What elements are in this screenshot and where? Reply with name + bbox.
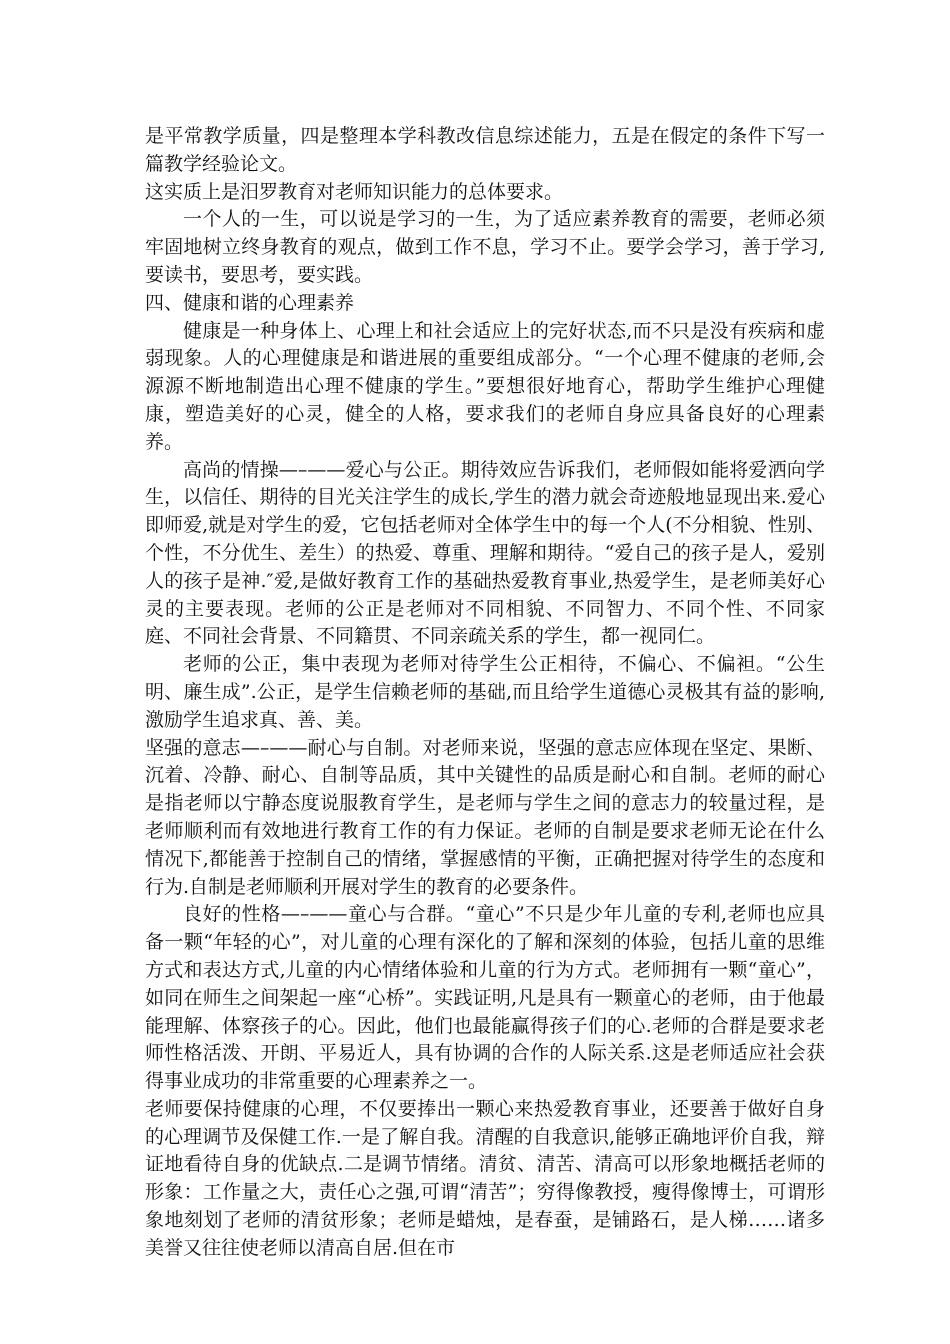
document-body xyxy=(145,123,825,1263)
paragraph-5: 健康是一种身体上、心理上和社会适应上的完好状态,而不只是没有疾病和虚弱现象。人的心理健康是和谐进展的重要组成部分。“一个心理不健康的老师,会源源不断地制造出心理不健康的学生。”要想很好地育心，帮助学生维护心理健康，塑造美好的心灵，健全的人格，要求我们的老师自身应具备良好的心理素养。 xyxy=(145,319,825,453)
section-heading: 四、健康和谐的心理素养 xyxy=(145,291,355,314)
paragraph-7: 老师的公正，集中表现为老师对待学生公正相待，不偏心、不偏袒。“公生明、廉生成”.公正，是学生信赖老师的基础,而且给学生道德心灵极其有益的影响,激励学生追求真、善、美。 xyxy=(145,653,825,731)
paragraph-10: 老师要保持健康的心理，不仅要捧出一颗心来热爱教育事业，还要善于做好自身的心理调节及保健工作.一是了解自我。清醒的自我意识,能够正确地评价自我，辩证地看待自身的优缺点.二是调节情绪。清贫、清苦、清高可以形象地概括老师的形象：工作量之大，责任心之强,可谓“清苦”；穷得像教授，瘦得像博士，可谓形象地刻划了老师的清贫形象；老师是蜡烛，是春蚕，是铺路石，是人梯……诸多美誉又往往使老师以清高自居.但在市 xyxy=(145,1097,825,1259)
paragraph-8: 坚强的意志—–——耐心与自制。对老师来说，坚强的意志应体现在坚定、果断、沉着、冷静、耐心、自制等品质，其中关键性的品质是耐心和自制。老师的耐心是指老师以宁静态度说服教育学生，是老师与学生之间的意志力的较量过程，是老师顺利而有效地进行教育工作的有力保证。老师的自制是要求老师无论在什么情况下,都能善于控制自己的情绪，掌握感情的平衡，正确把握对待学生的态度和行为.自制是老师顺利开展对学生的教育的必要条件。 xyxy=(145,736,825,898)
paragraph-6: 高尚的情操—–——爱心与公正。期待效应告诉我们，老师假如能将爱洒向学生，以信任、期待的目光关注学生的成长,学生的潜力就会奇迹般地显现出来.爱心即师爱,就是对学生的爱，它包括老师对全体学生中的每一个人(不分相貌、性别、个性，不分优生、差生）的热爱、尊重、理解和期待。“爱自己的孩子是人，爱别人的孩子是神.″爱,是做好教育工作的基础热爱教育事业,热爱学生，是老师美好心灵的主要表现。老师的公正是老师对不同相貌、不同智力、不同个性、不同家庭、不同社会背景、不同籍贯、不同亲疏关系的学生，都一视同仁。 xyxy=(145,458,825,648)
paragraph-9: 良好的性格—–——童心与合群。“童心”不只是少年儿童的专利,老师也应具备一颗“年轻的心”，对儿童的心理有深化的了解和深刻的体验，包括儿童的思维方式和表达方式,儿童的内心情绪体验和儿童的行为方式。老师拥有一颗“童心”，如同在师生之间架起一座“心桥”。实践证明,凡是具有一颗童心的老师，由于他最能理解、体察孩子的心。因此，他们也最能赢得孩子们的心.老师的合群是要求老师性格活泼、开朗、平易近人，具有协调的合作的人际关系.这是老师适应社会获得事业成功的非常重要的心理素养之一。 xyxy=(145,903,825,1093)
paragraph-2: 这实质上是汨罗教育对老师知识能力的总体要求。 xyxy=(145,180,564,203)
paragraph-1: 是平常教学质量，四是整理本学科教改信息综述能力，五是在假定的条件下写一篇教学经验论文。 xyxy=(145,125,825,175)
paragraph-3: 一个人的一生，可以说是学习的一生，为了适应素养教育的需要，老师必须牢固地树立终身教育的观点，做到工作不息，学习不止。要学会学习，善于学习,要读书，要思考，要实践。 xyxy=(145,208,825,286)
